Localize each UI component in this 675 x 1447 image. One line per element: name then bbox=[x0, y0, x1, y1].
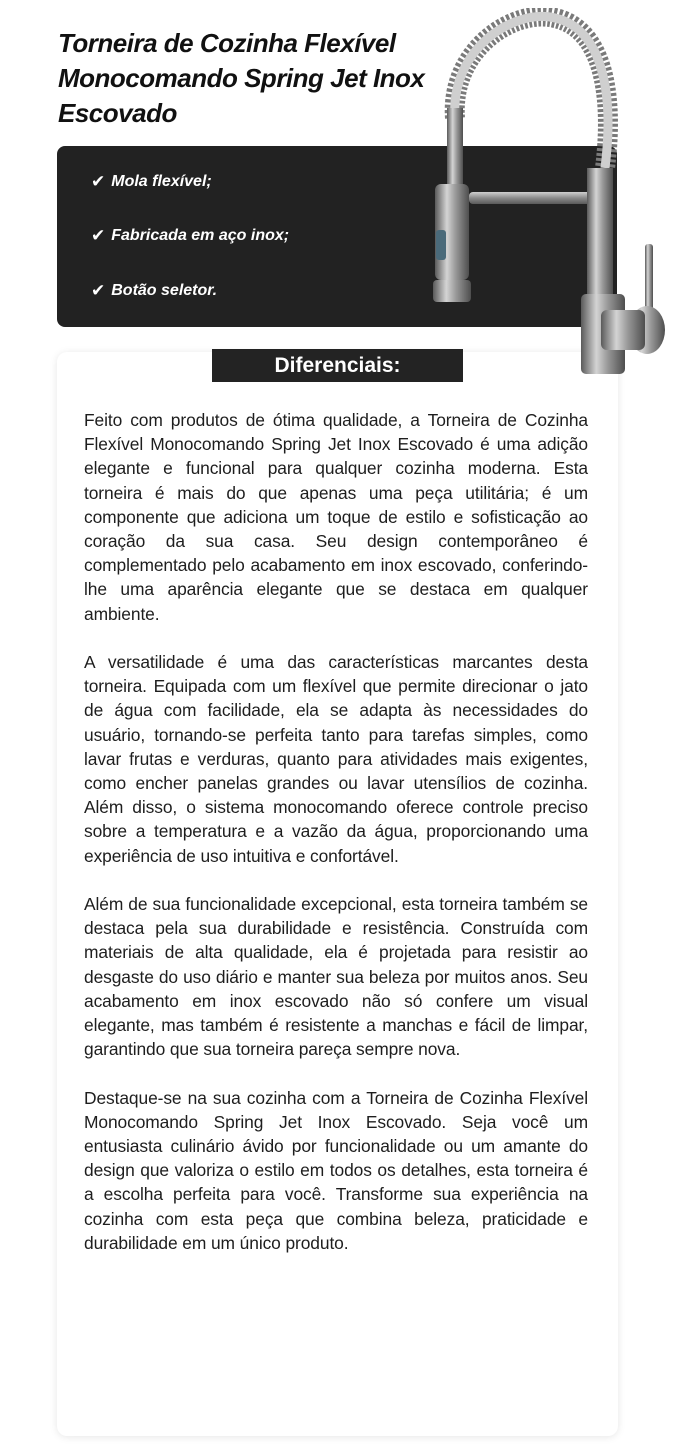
feature-text: Mola flexível; bbox=[111, 173, 212, 190]
paragraph: A versatilidade é uma das características marcantes desta torneira. Equipada com um flexível que permite direcionar o jato de água com facilidade, ela se adapta às necessidades do usuário, tornando-se perfeita tanto para tarefas simples, como lavar frutas e verduras, quanto para atividades mais exigentes, como encher panelas grandes ou lavar utensílios de cozinha. Além disso, o sistema monocomando oferece controle preciso sobre a temperatura e a vazão da água, proporcionando uma experiência de uso intuitiva e confortável. bbox=[84, 652, 588, 866]
feature-item bbox=[91, 226, 289, 246]
check-icon: ✔ bbox=[91, 172, 106, 191]
description-text bbox=[84, 408, 588, 1279]
faucet-image bbox=[425, 8, 670, 380]
feature-text: Fabricada em aço inox; bbox=[111, 227, 290, 244]
section-label: Diferenciais: bbox=[212, 349, 463, 382]
product-title: Torneira de Cozinha Flexível Monocomando Spring Jet Inox Escovado bbox=[58, 28, 425, 128]
check-icon: ✔ bbox=[91, 226, 106, 245]
feature-item bbox=[91, 281, 217, 301]
paragraph: Além de sua funcionalidade excepcional, esta torneira também se destaca pela sua durabilidade e resistência. Construída com materiais de alta qualidade, ela é projetada para resistir ao desgaste do uso diário e manter sua beleza por muitos anos. Seu acabamento em inox escovado não só confere um visual elegante, mas também é resistente a manchas e fácil de limpar, garantindo que sua torneira pareça sempre nova. bbox=[84, 894, 588, 1060]
feature-text: Botão seletor. bbox=[111, 282, 218, 299]
check-icon: ✔ bbox=[91, 281, 106, 300]
paragraph: Destaque-se na sua cozinha com a Torneira de Cozinha Flexível Monocomando Spring Jet Inox Escovado. Seja você um entusiasta culinário ávido por funcionalidade ou um amante do design que valoriza o estilo em todos os detalhes, esta torneira é a escolha perfeita para você. Transforme sua experiência na cozinha com esta peça que combina beleza, praticidade e durabilidade em um único produto. bbox=[84, 1087, 588, 1253]
paragraph: Feito com produtos de ótima qualidade, a Torneira de Cozinha Flexível Monocomando Spring Jet Inox Escovado é uma adição elegante e funcional para qualquer cozinha moderna. Esta torneira é mais do que apenas uma peça utilitária; é um componente que adiciona um toque de estilo e sofisticação ao coração da sua casa. Seu design contemporâneo é complementado pelo acabamento em inox escovado, conferindo-lhe uma aparência elegante que se destaca em qualquer ambiente. bbox=[84, 410, 588, 624]
feature-item bbox=[91, 172, 212, 192]
